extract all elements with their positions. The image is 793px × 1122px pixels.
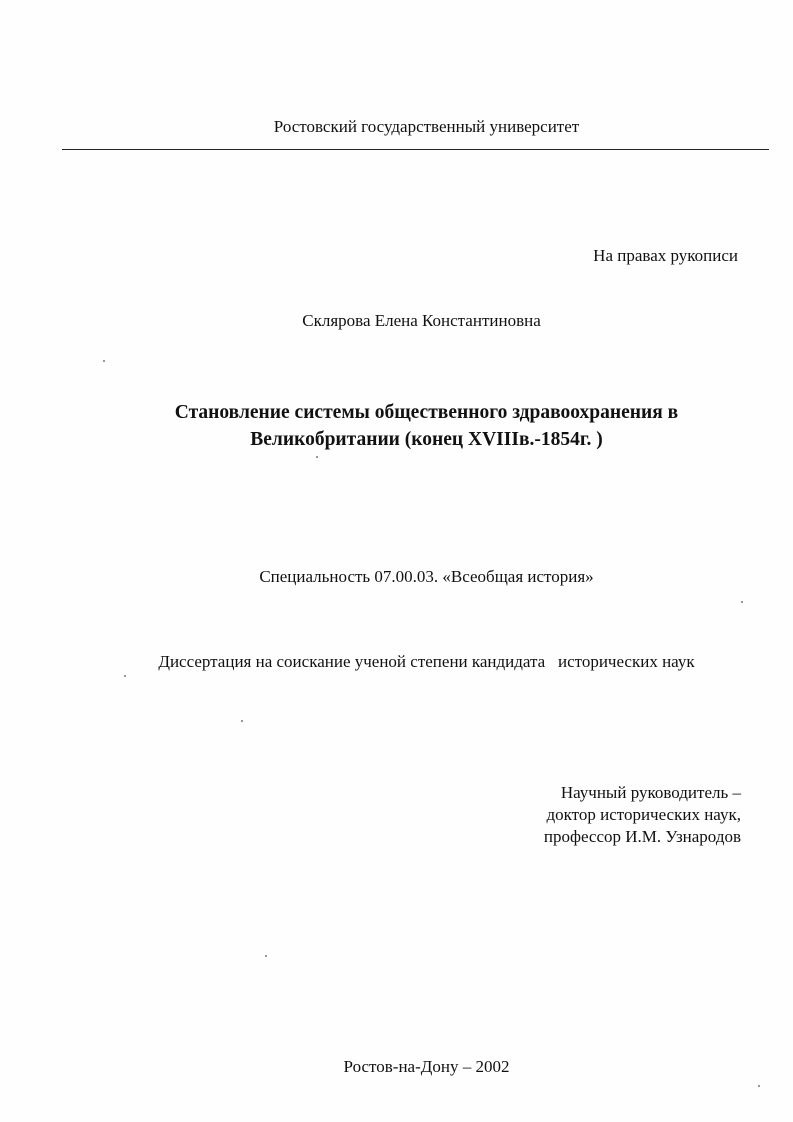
degree-statement: Диссертация на соискание ученой степени кандидата исторических наук: [158, 652, 695, 671]
title-line-1: Становление системы общественного здравоохранения в: [174, 402, 679, 423]
university-name: Ростовский государственный университет: [273, 117, 580, 136]
advisor-line-3: профессор И.М. Узнародов: [543, 827, 741, 846]
advisor-line-2: доктор исторических наук,: [546, 805, 741, 824]
manuscript-note: На правах рукописи: [593, 246, 738, 265]
title-line-2: Великобритании (конец XVIIIв.-1854г. ): [250, 429, 603, 450]
scan-speck: [741, 601, 743, 603]
scientific-advisor: [544, 782, 741, 848]
scan-speck: [316, 456, 318, 458]
scan-speck: [265, 955, 267, 957]
scan-speck: [241, 720, 243, 722]
scan-speck: [124, 675, 126, 677]
header-divider: [62, 149, 769, 150]
advisor-line-1: Научный руководитель –: [560, 783, 741, 802]
city-year: Ростов-на-Дону – 2002: [343, 1057, 510, 1076]
specialty: Специальность 07.00.03. «Всеобщая история»: [259, 567, 594, 586]
dissertation-title: [0, 399, 793, 453]
scan-speck: [758, 1085, 760, 1087]
author-name: Склярова Елена Константиновна: [302, 311, 541, 330]
scan-speck: [103, 360, 105, 362]
